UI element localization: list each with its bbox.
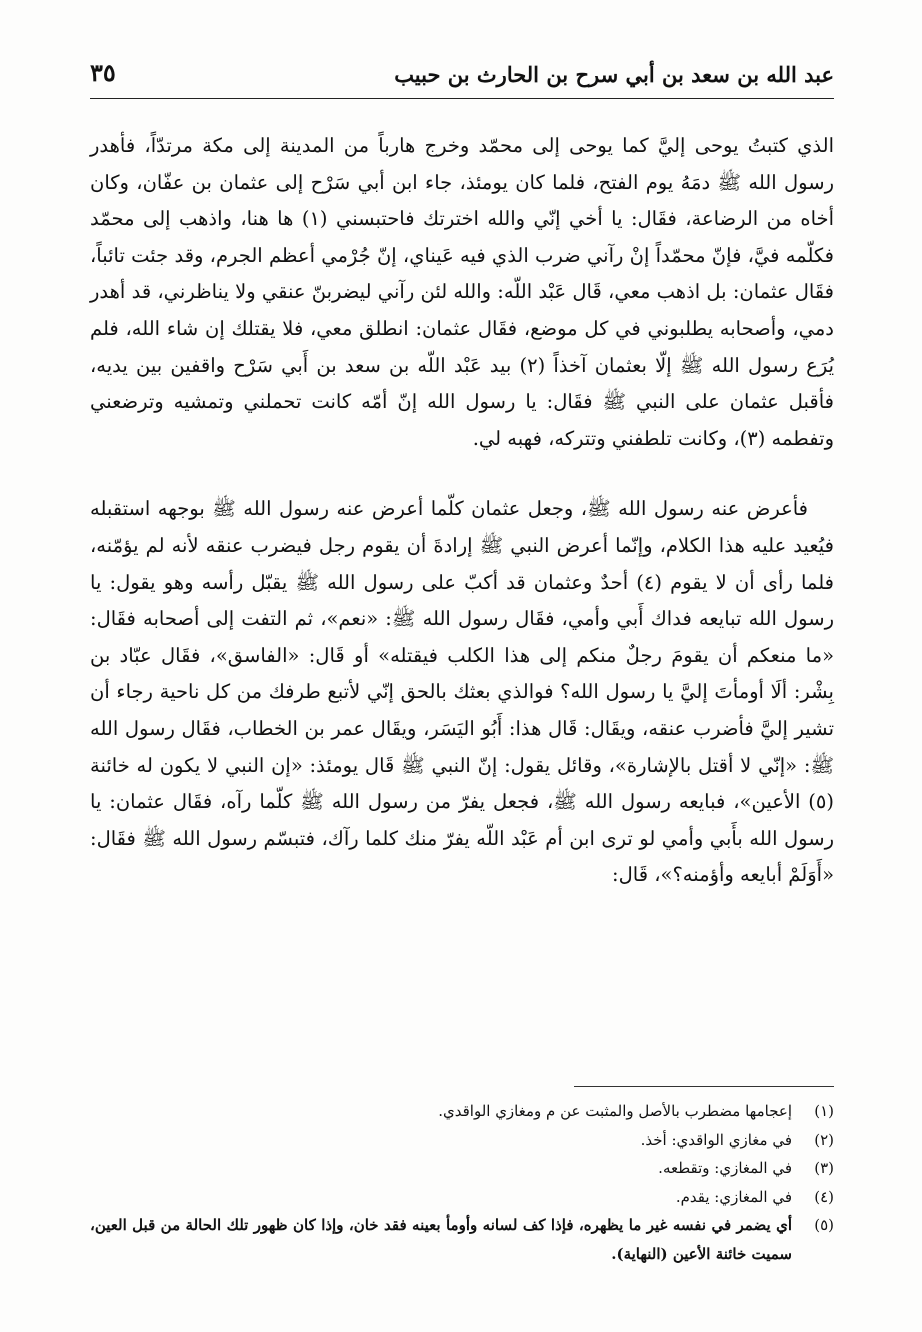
footnote-number: (١) (814, 1102, 834, 1120)
footnote-item (90, 1183, 834, 1212)
footnote-separator (574, 1086, 834, 1087)
paragraph: فأعرض عنه رسول الله ﷺ، وجعل عثمان كلّما أعرض عنه رسول الله ﷺ بوجهه استقبله فيُعيد عليه هذا الكلام، وإنّما أعرض النبي ﷺ إرادةَ أن يقوم رجل فيضرب عنقه لأنه لم يؤمّنه، فلما رأى أن لا يقوم (٤) أحدٌ وعثمان قد أكبّ على رسول الله ﷺ يقبّل رأسه وهو يقول: يا رسول الله تبايعه فداك أَبي وأمي، فقَال رسول الله ﷺ: «نعم»، ثم التفت إلى أصحابه فقَال: «ما منعكم أن يقومَ رجلٌ منكم إلى هذا الكلب فيقتله» أو قَال: «الفاسق»، فقَال عبّاد بن بِشْر: ألَا أومأتَ إليَّ يا رسول الله؟ فوالذي بعثك بالحق إنّي لأتبع طرفك من كل ناحية رجاء أن تشير إليَّ فأضرب عنقه، ويقَال: قَال هذا: أَبُو اليَسَر، ويقَال عمر بن الخطاب، فقَال رسول الله ﷺ: «إنّي لا أقتل بالإشارة»، وقائل يقول: إنّ النبي ﷺ قَال يومئذ: «إن النبي لا يكون له خائنة (٥) الأعين»، فبايعه رسول الله ﷺ، فجعل يفرّ من رسول الله ﷺ كلّما رآه، فقَال عثمان: يا رسول الله بأَبي وأمي لو ترى ابن أم عَبْد اللّه يفرّ منك كلما رآك، فتبسّم رسول الله ﷺ فقَال: «أَوَلَمْ أبايعه وأؤمنه؟»، قَال: (90, 497, 834, 887)
footnote-item (90, 1211, 834, 1268)
footnote-item (90, 1097, 834, 1126)
footnote-text: إعجامها مضطرب بالأصل والمثبت عن م ومغازي الواقدي. (438, 1102, 792, 1120)
running-title: عبد الله بن سعد بن أبي سرح بن الحارث بن حبيب (394, 62, 834, 87)
paragraph: الذي كتبتُ يوحى إليَّ كما يوحى إلى محمّد وخرج هارباً من المدينة إلى مكة مرتدّاً، فأهدر رسول الله ﷺ دمَهُ يوم الفتح، فلما كان يومئذ، جاء ابن أبي سَرْح إلى عثمان بن عفّان، وكان أخاه من الرضاعة، فقَال: يا أخي إنّي والله اخترتك فاحتبسني (١) ها هنا، واذهب إلى محمّد فكلّمه فيَّ، فإنّ محمّداً إنْ رآني ضرب الذي فيه عَيناي، إنّ جُرْمي أعظم الجرم، وقد جئت تائباً، فقَال عثمان: بل اذهب معي، قَال عَبْد اللّه: والله لئن رآني ليضربنّ عنقي ولا يناظرني، قد أهدر دمي، وأصحابه يطلبوني في كل موضع، فقَال عثمان: انطلق معي، فلا يقتلك إن شاء الله، فلم يُرَع رسول الله ﷺ إلّا بعثمان آخذاً (٢) بيد عَبْد اللّه بن سعد بن أَبي سَرْح واقفين بين يديه، فأقبل عثمان على النبي ﷺ فقَال: يا رسول الله إنّ أمّه كانت تحملني وتمشيه وترضعني وتفطمه (٣)، وكانت تلطفني وتتركه، فهبه لي. (90, 134, 835, 450)
main-text (90, 128, 834, 894)
footnotes (90, 1097, 834, 1268)
footnote-text: في المغازي: يقدم. (675, 1187, 792, 1206)
footnote-text: في مغازي الواقدي: أخذ. (640, 1130, 792, 1149)
footnote-number: (٤) (814, 1187, 834, 1206)
footnote-text: أي يضمر في نفسه غير ما يظهره، فإذا كف لسانه وأومأ بعينه فقد خان، وإذا كان ظهور تلك الحالة من قبل العين، سميت خائنة الأعين (النهاية). (90, 1216, 792, 1263)
footnote-text: في المغازي: وتقطعه. (658, 1159, 792, 1177)
footnote-number: (٥) (814, 1216, 834, 1234)
footnote-number: (٢) (814, 1130, 834, 1149)
page-number: ٣٥ (90, 58, 116, 87)
footnote-number: (٣) (814, 1159, 834, 1177)
page-header (90, 58, 834, 99)
footnote-item (90, 1154, 834, 1183)
footnote-item (90, 1126, 834, 1155)
